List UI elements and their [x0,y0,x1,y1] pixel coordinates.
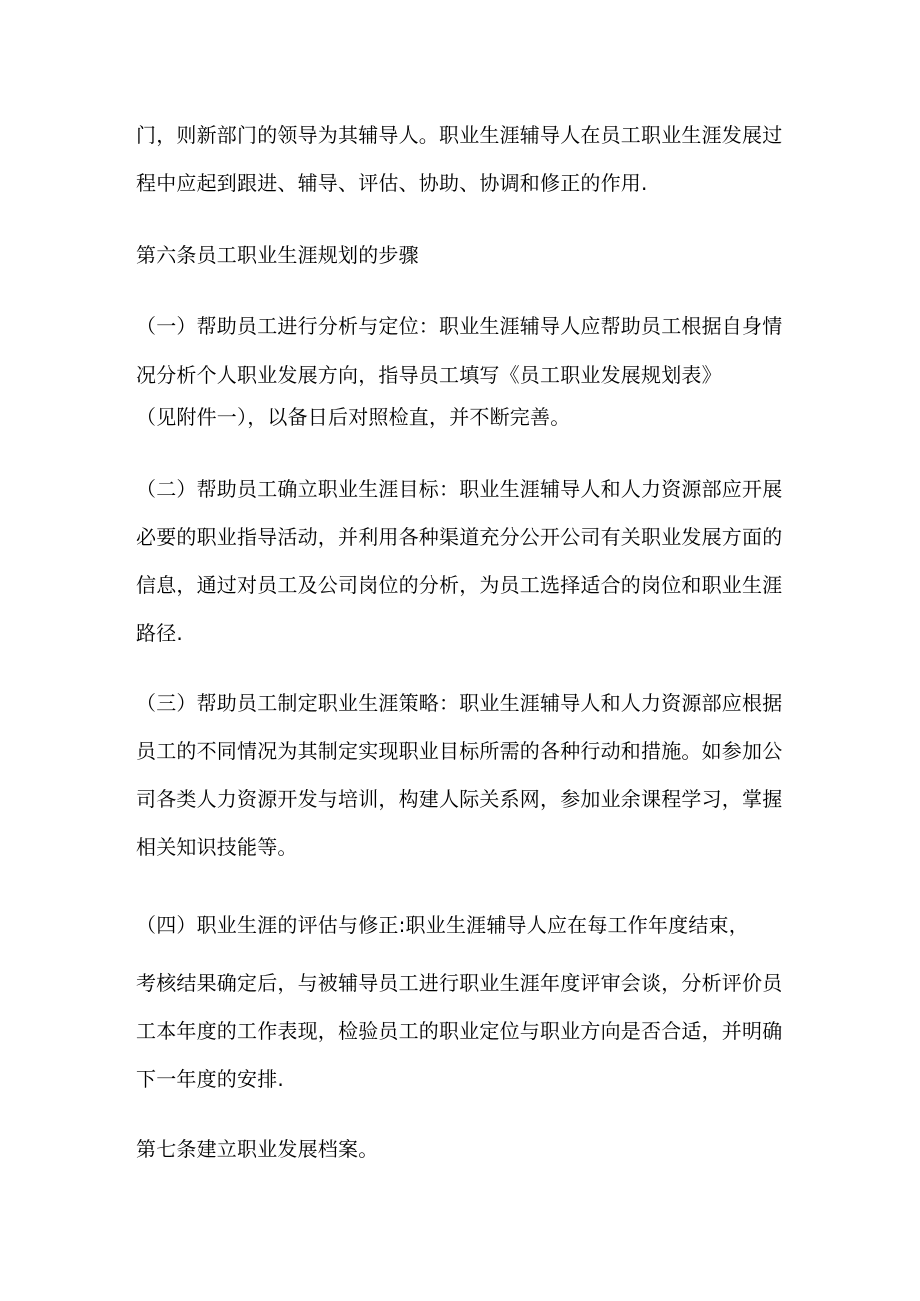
text-line-9: 信息，通过对员工及公司岗位的分析，为员工选择适合的岗位和职业生涯 [136,573,783,597]
text-line-2: 程中应起到跟进、辅导、评估、协助、协调和修正的作用. [136,171,648,195]
text-line-14: 相关知识技能等。 [136,835,298,859]
text-line-5: 况分析个人职业发展方向，指导员工填写《员工职业发展规划表》 [136,363,722,387]
text-line-17: 工本年度的工作表现，检验员工的职业定位与职业方向是否合适，并明确 [136,1019,783,1043]
text-line-10: 路径. [136,621,183,645]
text-line-15: （四）职业生涯的评估与修正:职业生涯辅导人应在每工作年度结束， [136,913,749,937]
section-heading-article-6: 第六条员工职业生涯规划的步骤 [136,243,419,267]
text-line-11: （三）帮助员工制定职业生涯策略：职业生涯辅导人和人力资源部应根据 [136,691,783,715]
text-line-8: 必要的职业指导活动，并利用各种渠道充分公开公司有关职业发展方面的 [136,525,783,549]
text-line-13: 司各类人力资源开发与培训，构建人际关系网，参加业余课程学习，掌握 [136,787,783,811]
text-line-4: （一）帮助员工进行分析与定位：职业生涯辅导人应帮助员工根据自身情 [136,314,783,338]
text-line-16: 考核结果确定后，与被辅导员工进行职业生涯年度评审会谈，分析评价员 [136,971,783,995]
text-line-1: 门，则新部门的领导为其辅导人。职业生涯辅导人在员工职业生涯发展过 [136,123,783,147]
text-line-18: 下一年度的安排. [136,1067,284,1091]
section-heading-article-7: 第七条建立职业发展档案。 [136,1137,379,1161]
text-line-7: （二）帮助员工确立职业生涯目标：职业生涯辅导人和人力资源部应开展 [136,477,783,501]
text-line-6: （见附件一），以备日后对照检直，并不断完善。 [136,405,571,429]
text-line-12: 员工的不同情况为其制定实现职业目标所需的各种行动和措施。如参加公 [136,739,783,763]
